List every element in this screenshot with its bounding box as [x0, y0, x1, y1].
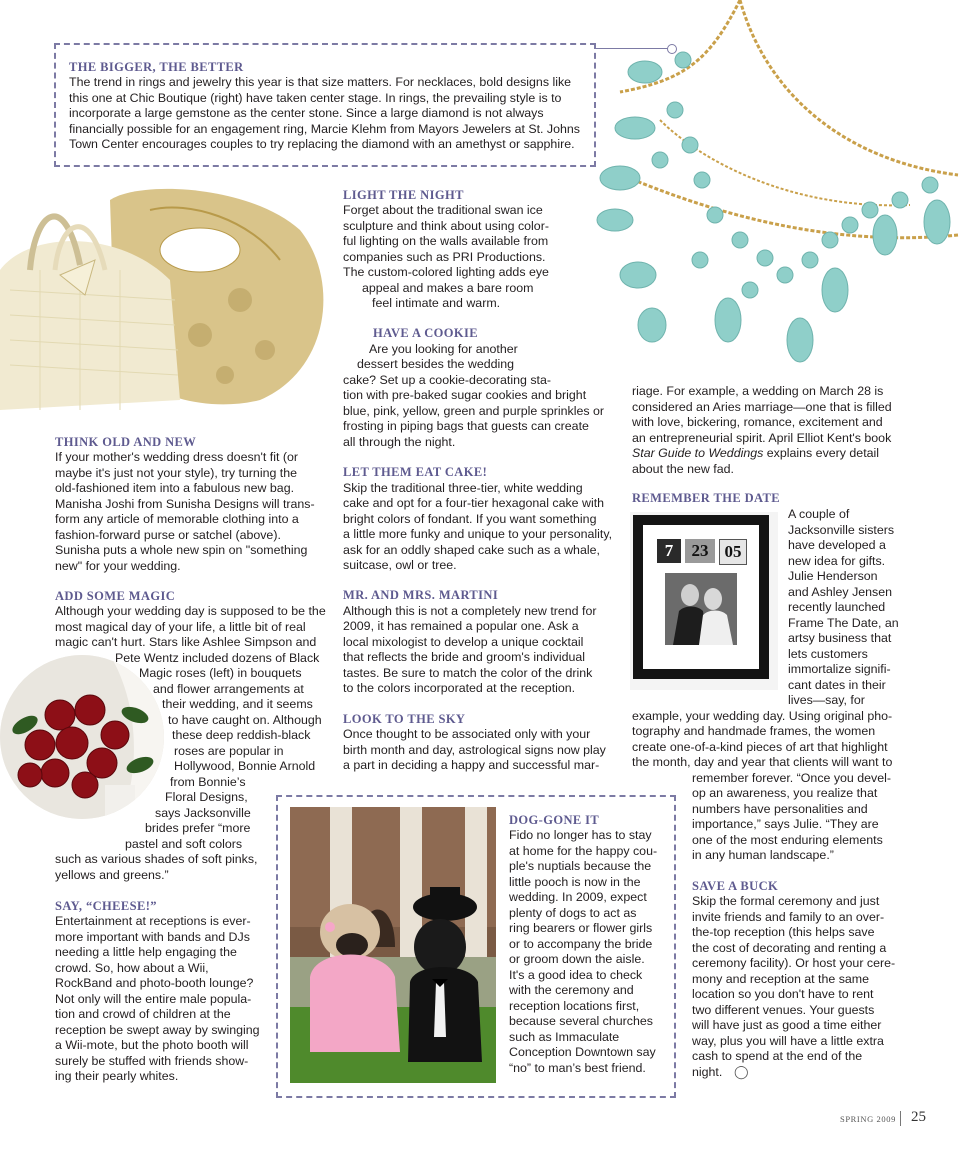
- magic-line-18: yellows and greens.”: [55, 868, 169, 882]
- light-line-7: feel intimate and warm.: [372, 296, 501, 310]
- cookie-line-1: Are you looking for another: [369, 342, 518, 356]
- ring-end-icon: ◯: [734, 1064, 749, 1079]
- book-title: Star Guide to Weddings: [632, 446, 764, 460]
- bigger-text: The trend in rings and jewelry this year is that size matters. For necklaces, bold designs like this one at Chic Boutique (right) have taken center stage. In rings, the prevailing style is to incorporate a large gemstone as the center stone. Since a large diamond is not always financially possible for an engagement ring, Marcie Klehm from Mayors Jewelers at St. Johns Town Center encourages couples to try replacing the diamond with an amethyst or sapphire.: [69, 75, 580, 152]
- dog-line-4: little pooch is now in the: [509, 875, 641, 889]
- dog-line-6: plenty of dogs to act as: [509, 906, 637, 920]
- date-title: REMEMBER THE DATE: [632, 491, 781, 505]
- dog-line-16: “no” to man’s best friend.: [509, 1061, 646, 1075]
- roses-photo: [0, 655, 164, 819]
- dog-line-7: ring bearers or flower girls: [509, 921, 653, 935]
- magic-line-15: brides prefer “more: [145, 821, 251, 835]
- light-line-2: sculpture and think about using color-: [343, 219, 549, 233]
- date-line-14: example, your wedding day. Using original pho-: [632, 709, 893, 723]
- cookie-line-3: cake? Set up a cookie-decorating sta-: [343, 373, 552, 387]
- date-line-11: immortalize signifi-: [788, 662, 891, 676]
- magic-line-8: to have caught on. Although: [168, 713, 322, 727]
- sky-cont-line-6: about the new fad.: [632, 462, 734, 476]
- sky-cont-line-4: an entrepreneurial spirit. April Elliot Kent's book: [632, 431, 892, 445]
- frame-digit-3: 05: [719, 539, 747, 565]
- martini-line-6: to the colors incorporated at the reception.: [343, 681, 576, 695]
- necklace-photo: [590, 0, 960, 370]
- martini-line-4: that reflects the bride and groom's individual: [343, 650, 586, 664]
- cake-line-4: a little more funky and unique to your personality,: [343, 527, 613, 541]
- sky-title: LOOK TO THE SKY: [343, 712, 466, 726]
- date-line-4: new idea for gifts.: [788, 554, 886, 568]
- date-line-21: importance,” says Julie. “They are: [692, 817, 879, 831]
- magic-line-6: and flower arrangements at: [153, 682, 304, 696]
- cake-line-2: cake and opt for a four-tier hexagonal cake with: [343, 496, 605, 510]
- date-line-8: Frame The Date, an: [788, 616, 899, 630]
- cake-title: LET THEM EAT CAKE!: [343, 465, 488, 479]
- frame-digit-2: 23: [685, 539, 715, 563]
- bags-photo: [0, 170, 345, 410]
- dog-line-8: or to accompany the bride: [509, 937, 653, 951]
- cheese-line-2: more important with bands and DJs: [55, 930, 250, 944]
- date-line-23: in any human landscape.”: [692, 848, 834, 862]
- magic-line-10: roses are popular in: [174, 744, 284, 758]
- buck-line-12: night.: [692, 1065, 723, 1079]
- magic-line-16: pastel and soft colors: [125, 837, 243, 851]
- dog-line-9: or groom down the aisle.: [509, 952, 645, 966]
- cookie-line-4: tion with pre-baked sugar cookies and bright: [343, 388, 587, 402]
- magic-line-3: magic can't hurt. Stars like Ashlee Simpson and: [55, 635, 317, 649]
- date-line-1: A couple of: [788, 507, 850, 521]
- sky-cont-line-3: with love, bickering, romance, excitement and: [632, 415, 883, 429]
- magic-line-2: most magical day of your life, a little bit of real: [55, 620, 306, 634]
- callout-line: [596, 48, 668, 49]
- light-line-1: Forget about the traditional swan ice: [343, 203, 543, 217]
- date-line-17: the month, day and year that clients will want to: [632, 755, 893, 769]
- date-line-10: lets customers: [788, 647, 868, 661]
- dog-line-1: Fido no longer has to stay: [509, 828, 652, 842]
- martini-title: MR. AND MRS. MARTINI: [343, 588, 499, 602]
- cookie-title: HAVE A COOKIE: [373, 326, 478, 340]
- date-line-15: tography and handmade frames, the women: [632, 724, 876, 738]
- sky-line-3: a part in deciding a happy and successful mar-: [343, 758, 600, 772]
- callout-dot: [667, 44, 677, 54]
- date-line-20: numbers have personalities and: [692, 802, 868, 816]
- sky-cont-line-1: riage. For example, a wedding on March 28 is: [632, 384, 884, 398]
- light-line-6: appeal and makes a bare room: [362, 281, 534, 295]
- date-line-9: artsy business that: [788, 631, 892, 645]
- old-title: THINK OLD AND NEW: [55, 435, 197, 449]
- magic-title: ADD SOME MAGIC: [55, 589, 176, 603]
- old-line-4: Manisha Joshi from Sunisha Designs will trans-: [55, 497, 315, 511]
- martini-line-3: local mixologist to develop a unique cocktail: [343, 635, 584, 649]
- buck-line-11: cash to spend at the end of the: [692, 1049, 863, 1063]
- cookie-line-7: all through the night.: [343, 435, 456, 449]
- date-line-16: create one-of-a-kind pieces of art that highlight: [632, 740, 888, 754]
- old-line-1: If your mother's wedding dress doesn't fit (or: [55, 450, 299, 464]
- buck-line-3: the-top reception (this helps save: [692, 925, 875, 939]
- cheese-line-1: Entertainment at receptions is ever-: [55, 914, 251, 928]
- light-line-5: The custom-colored lighting adds eye: [343, 265, 549, 279]
- cake-line-1: Skip the traditional three-tier, white wedding: [343, 481, 583, 495]
- buck-line-7: location so you don't have to rent: [692, 987, 874, 1001]
- magic-line-13: Floral Designs,: [165, 790, 248, 804]
- buck-line-6: mony and reception at the same: [692, 972, 870, 986]
- dog-box: [276, 795, 676, 1098]
- cheese-line-7: tion and crowd of children at the: [55, 1007, 231, 1021]
- dog-line-14: such as Immaculate: [509, 1030, 620, 1044]
- buck-line-2: invite friends and family to an over-: [692, 910, 885, 924]
- martini-line-1: Although this is not a completely new trend for: [343, 604, 597, 618]
- magic-line-17: such as various shades of soft pinks,: [55, 852, 258, 866]
- footer-issue: SPRING 2009: [840, 1114, 896, 1124]
- dog-line-12: reception locations first,: [509, 999, 640, 1013]
- magic-line-11: Hollywood, Bonnie Arnold: [174, 759, 316, 773]
- cheese-line-11: ing their pearly whites.: [55, 1069, 179, 1083]
- cookie-line-5: blue, pink, yellow, green and purple sprinkles or: [343, 404, 605, 418]
- dogs-photo: [290, 807, 496, 1083]
- date-line-6: and Ashley Jensen: [788, 585, 893, 599]
- date-line-13: lives—say, for: [788, 693, 865, 707]
- cake-line-6: suitcase, owl or tree.: [343, 558, 457, 572]
- old-line-8: new" for your wedding.: [55, 559, 181, 573]
- dog-title: DOG-GONE IT: [509, 813, 600, 827]
- date-line-19: op an awareness, you realize that: [692, 786, 878, 800]
- dog-line-15: Conception Downtown say: [509, 1045, 656, 1059]
- bigger-box: [54, 43, 596, 167]
- bigger-title: THE BIGGER, THE BETTER: [69, 60, 244, 74]
- buck-line-8: two different venues. Your guests: [692, 1003, 875, 1017]
- sky-line-2: birth month and day, astrological signs now play: [343, 743, 606, 757]
- cake-line-3: bright colors of fondant. If you want something: [343, 512, 597, 526]
- cheese-line-4: crowd. So, how about a Wii,: [55, 961, 209, 975]
- buck-title: SAVE A BUCK: [692, 879, 779, 893]
- cake-line-5: ask for an oddly shaped cake such as a whale,: [343, 543, 600, 557]
- date-line-7: recently launched: [788, 600, 886, 614]
- date-line-3: have developed a: [788, 538, 886, 552]
- sky-cont-line-5: [632, 446, 879, 462]
- date-line-22: one of the most enduring elements: [692, 833, 883, 847]
- date-line-5: Julie Henderson: [788, 569, 878, 583]
- sky-line-1: Once thought to be associated only with your: [343, 727, 591, 741]
- martini-line-2: 2009, it has remained a popular one. Ask a: [343, 619, 579, 633]
- martini-line-5: tastes. Be sure to match the color of the drink: [343, 666, 593, 680]
- light-line-3: ful lighting on the walls available from: [343, 234, 549, 248]
- footer-divider: [900, 1111, 901, 1126]
- frame-couple-photo: [665, 573, 737, 645]
- dog-line-3: ple's nuptials because the: [509, 859, 652, 873]
- date-line-18: remember forever. “Once you devel-: [692, 771, 892, 785]
- dog-line-2: at home for the happy cou-: [509, 844, 658, 858]
- dog-line-5: wedding. In 2009, expect: [509, 890, 647, 904]
- magic-line-1: Although your wedding day is supposed to be the: [55, 604, 326, 618]
- cheese-line-6: Not only will the entire male popula-: [55, 992, 252, 1006]
- cheese-line-5: RockBand and photo-booth lounge?: [55, 976, 254, 990]
- old-line-5: form any article of memorable clothing into a: [55, 512, 299, 526]
- cheese-line-8: reception be swept away by swinging: [55, 1023, 260, 1037]
- cookie-line-2: dessert besides the wedding: [357, 357, 515, 371]
- cheese-title: SAY, “CHEESE!”: [55, 899, 157, 913]
- magic-line-14: says Jacksonville: [155, 806, 251, 820]
- light-line-4: companies such as PRI Productions.: [343, 250, 546, 264]
- buck-line-4: the cost of decorating and renting a: [692, 941, 887, 955]
- dog-line-11: with the ceremony and: [509, 983, 634, 997]
- date-line-2: Jacksonville sisters: [788, 523, 895, 537]
- book-after: explains every detail: [763, 446, 880, 460]
- dog-line-10: It's a good idea to check: [509, 968, 643, 982]
- sky-cont-line-2: considered an Aries marriage—one that is filled: [632, 400, 892, 414]
- cookie-line-6: frosting in piping bags that guests can create: [343, 419, 589, 433]
- buck-line-10: way, plus you will have a little extra: [692, 1034, 884, 1048]
- cheese-line-3: needing a little help engaging the: [55, 945, 237, 959]
- magic-line-9: these deep reddish-black: [172, 728, 311, 742]
- buck-line-9: will have just as good a time either: [692, 1018, 882, 1032]
- buck-line-1: Skip the formal ceremony and just: [692, 894, 880, 908]
- old-line-2: maybe it's just not your style), try turning the: [55, 466, 298, 480]
- old-line-6: fashion-forward purse or satchel (above).: [55, 528, 281, 542]
- cheese-line-9: a Wii-mote, but the photo booth will: [55, 1038, 249, 1052]
- magic-line-7: their wedding, and it seems: [162, 697, 313, 711]
- light-title: LIGHT THE NIGHT: [343, 188, 464, 202]
- magic-line-5: Magic roses (left) in bouquets: [139, 666, 302, 680]
- old-line-7: Sunisha puts a whole new spin on "something: [55, 543, 308, 557]
- old-line-3: old-fashioned item into a fabulous new bag.: [55, 481, 295, 495]
- magic-line-12: from Bonnie’s: [170, 775, 246, 789]
- buck-line-5: ceremony facility). Or host your cere-: [692, 956, 896, 970]
- date-line-12: cant dates in their: [788, 678, 886, 692]
- footer-page-number: 25: [911, 1109, 926, 1125]
- dog-line-13: because several churches: [509, 1014, 653, 1028]
- frame-digit-1: 7: [657, 539, 681, 563]
- magic-line-4: Pete Wentz included dozens of Black: [115, 651, 320, 665]
- cheese-line-10: surely be stuffed with friends show-: [55, 1054, 249, 1068]
- frame-photo: [630, 512, 778, 690]
